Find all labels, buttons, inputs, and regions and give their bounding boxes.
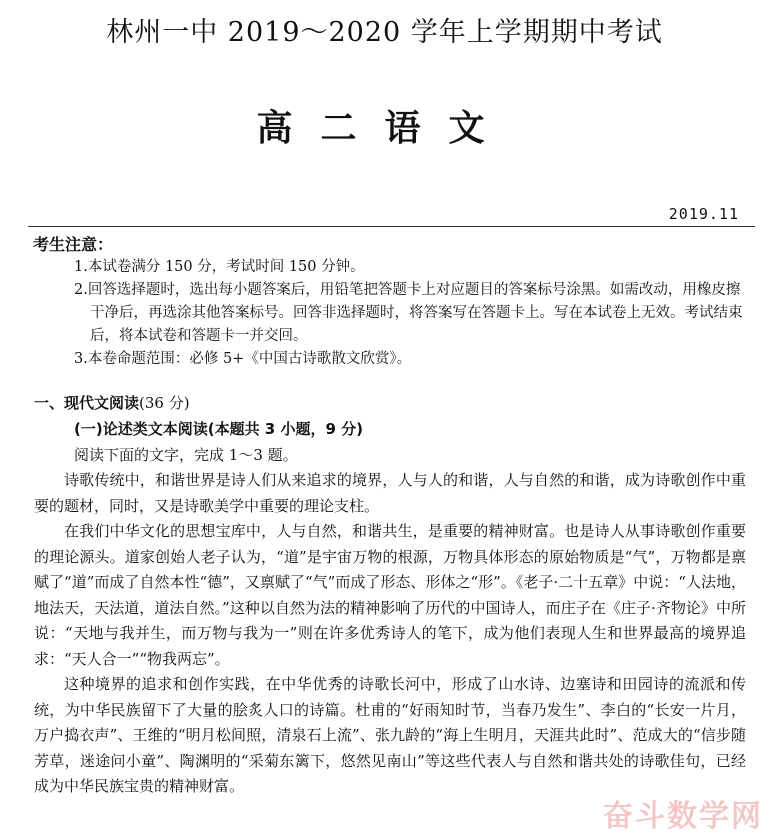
notice-item: 3.本卷命题范围：必修 5+《中国古诗歌散文欣赏》。 — [74, 351, 412, 367]
section-score: (36 分) — [139, 394, 190, 412]
watermark-logo: 奋斗数学网 — [603, 799, 763, 834]
notice-item: 2.回答选择题时，选出每小题答案后，用铅笔把答题卡上对应题目的答案标号涂黑。如需改动，用橡皮擦干净后，再选涂其他答案标号。回答非选择题时，将答案写在答题卡上。写在本试卷上无效。考试结束后，将本试卷和答题卡一并交回。 — [74, 282, 743, 344]
sub-section-score: (本题共 3 小题，9 分) — [207, 420, 363, 438]
reading-instruction: 阅读下面的文字，完成 1～3 题。 — [74, 446, 298, 464]
passage-paragraph: 诗歌传统中，和谐世界是诗人们从来追求的境界，人与人的和谐，人与自然的和谐，成为诗歌创作中重要的题材，同时，又是诗歌美学中重要的理论支柱。 — [34, 471, 746, 515]
header-divider — [28, 226, 755, 227]
reading-passage — [34, 468, 746, 800]
exam-title: 林州一中 2019～2020 学年上学期期中考试 — [106, 17, 663, 48]
passage-paragraph: 在我们中华文化的思想宝库中，人与自然，和谐共生，是重要的精神财富。也是诗人从事诗歌创作重要的理论源头。道家创始人老子认为，“道”是宇宙万物的根源，万物具体形态的原始物质是“气”，万物都是禀赋了“道”而成了自然本性“德”，又禀赋了“气”而成了形态、形体之“形”。《老子·二十五章》中说：“人法地，地法天，天法道，道法自然。”这种以自然为法的精神影响了历代的中国诗人，而庄子在《庄子·齐物论》中所说：“天地与我并生，而万物与我为一”则在许多优秀诗人的笔下，成为他们表现人生和世界最高的境界追求：“天人合一”“物我两忘”。 — [34, 522, 746, 668]
notice-item: 1.本试卷满分 150 分，考试时间 150 分钟。 — [74, 259, 365, 275]
passage-paragraph: 这种境界的追求和创作实践，在中华优秀的诗歌长河中，形成了山水诗、边塞诗和田园诗的流派和传统，为中华民族留下了大量的脍炙人口的诗篇。杜甫的“好雨知时节，当春乃发生”、李白的“长安一片月，万户捣衣声”、王维的“明月松间照，清泉石上流”、张九龄的“海上生明月，天涯共此时”、范成大的“信步随芳草，迷途问小童”、陶渊明的“采菊东篱下，悠然见南山”等这些代表人与自然和谐共处的诗歌佳句，已经成为中华民族宝贵的精神财富。 — [34, 675, 746, 795]
notice-heading: 考生注意： — [33, 235, 114, 254]
notice-list — [74, 256, 754, 371]
exam-date: 2019.11 — [668, 205, 739, 223]
sub-section-title: (一)论述类文本阅读 — [74, 420, 208, 438]
section-heading — [34, 392, 190, 413]
section-title: 一、现代文阅读 — [34, 394, 140, 412]
subject-title: 高二语文 — [256, 108, 513, 149]
sub-section-heading — [74, 418, 363, 439]
